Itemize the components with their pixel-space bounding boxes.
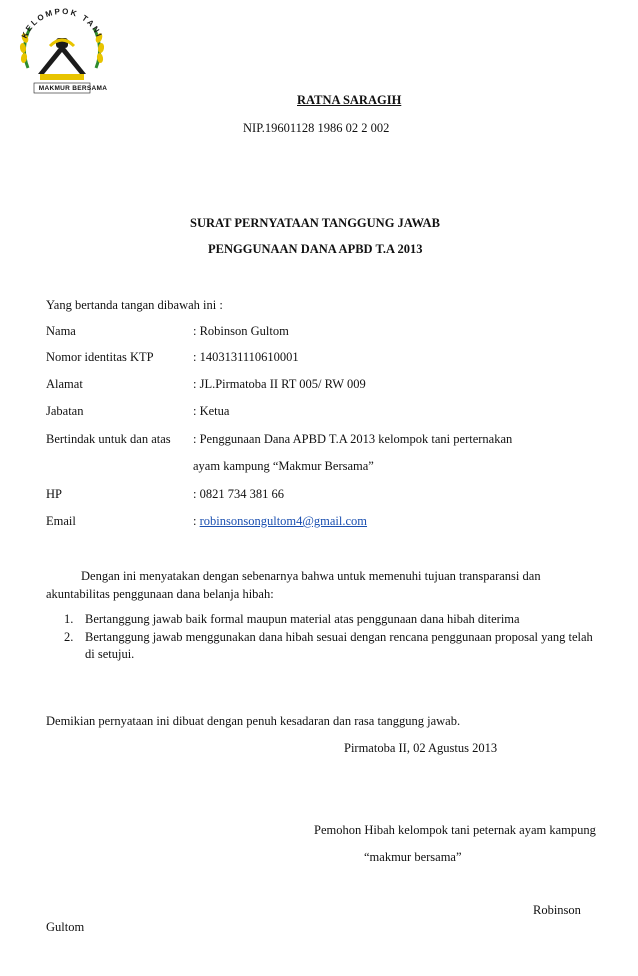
field-value-hp: : 0821 734 381 66 xyxy=(193,487,284,501)
header-name: RATNA SARAGIH xyxy=(297,93,402,107)
list-item-number: 1. xyxy=(64,612,74,626)
field-label-jabatan: Jabatan xyxy=(46,404,84,418)
email-link[interactable]: robinsonsongultom4@gmail.com xyxy=(199,514,368,528)
document-subtitle: PENGGUNAAN DANA APBD T.A 2013 xyxy=(208,242,423,256)
field-label-email: Email xyxy=(46,514,76,528)
field-value-bertindak-cont: ayam kampung “Makmur Bersama” xyxy=(193,459,374,473)
hands-emblem-icon xyxy=(38,38,86,80)
field-label-alamat: Alamat xyxy=(46,377,83,391)
list-item-text: Bertanggung jawab menggunakan dana hibah sesuai dengan rencana penggunaan proposal yang telah xyxy=(85,630,593,644)
place-date: Pirmatoba II, 02 Agustus 2013 xyxy=(344,741,498,755)
field-value-jabatan: : Ketua xyxy=(193,404,230,418)
field-label-hp: HP xyxy=(46,487,62,501)
field-label-bertindak: Bertindak untuk dan atas xyxy=(46,432,171,446)
field-value-ktp: : 1403131110610001 xyxy=(193,350,299,364)
document-title: SURAT PERNYATAAN TANGGUNG JAWAB xyxy=(190,216,440,230)
field-value-nama: : Robinson Gultom xyxy=(193,324,289,338)
field-label-ktp: Nomor identitas KTP xyxy=(46,350,154,364)
signature-group: “makmur bersama” xyxy=(364,850,462,864)
closing-text: Demikian pernyataan ini dibuat dengan penuh kesadaran dan rasa tanggung jawab. xyxy=(46,714,461,728)
header-nip: NIP.19601128 1986 02 2 002 xyxy=(243,121,390,135)
field-value-bertindak: : Penggunaan Dana APBD T.A 2013 kelompok tani perternakan xyxy=(193,432,513,446)
statement-line1: Dengan ini menyatakan dengan sebenarnya bahwa untuk memenuhi tujuan transparansi dan xyxy=(81,569,541,583)
email-prefix: : xyxy=(193,514,200,528)
svg-text:KELOMPOK TANI: KELOMPOK TANI xyxy=(19,8,105,40)
list-item-number: 2. xyxy=(64,630,74,644)
logo-label: MAKMUR BERSAMA xyxy=(38,85,108,92)
list-item-text: Bertanggung jawab baik formal maupun material atas penggunaan dana hibah diterima xyxy=(85,612,520,626)
signature-name-first: Robinson xyxy=(533,903,581,917)
list-item-text-cont: di setujui. xyxy=(85,647,135,661)
signature-name-last: Gultom xyxy=(46,920,85,934)
field-value-email xyxy=(193,514,367,529)
statement-line2: akuntabilitas penggunaan dana belanja hibah: xyxy=(46,587,274,601)
signature-role: Pemohon Hibah kelompok tani peternak ayam kampung xyxy=(314,823,596,837)
intro-text: Yang bertanda tangan dibawah ini : xyxy=(46,298,223,312)
field-label-nama: Nama xyxy=(46,324,76,338)
field-value-alamat: : JL.Pirmatoba II RT 005/ RW 009 xyxy=(193,377,366,391)
kelompok-tani-logo xyxy=(14,8,110,102)
